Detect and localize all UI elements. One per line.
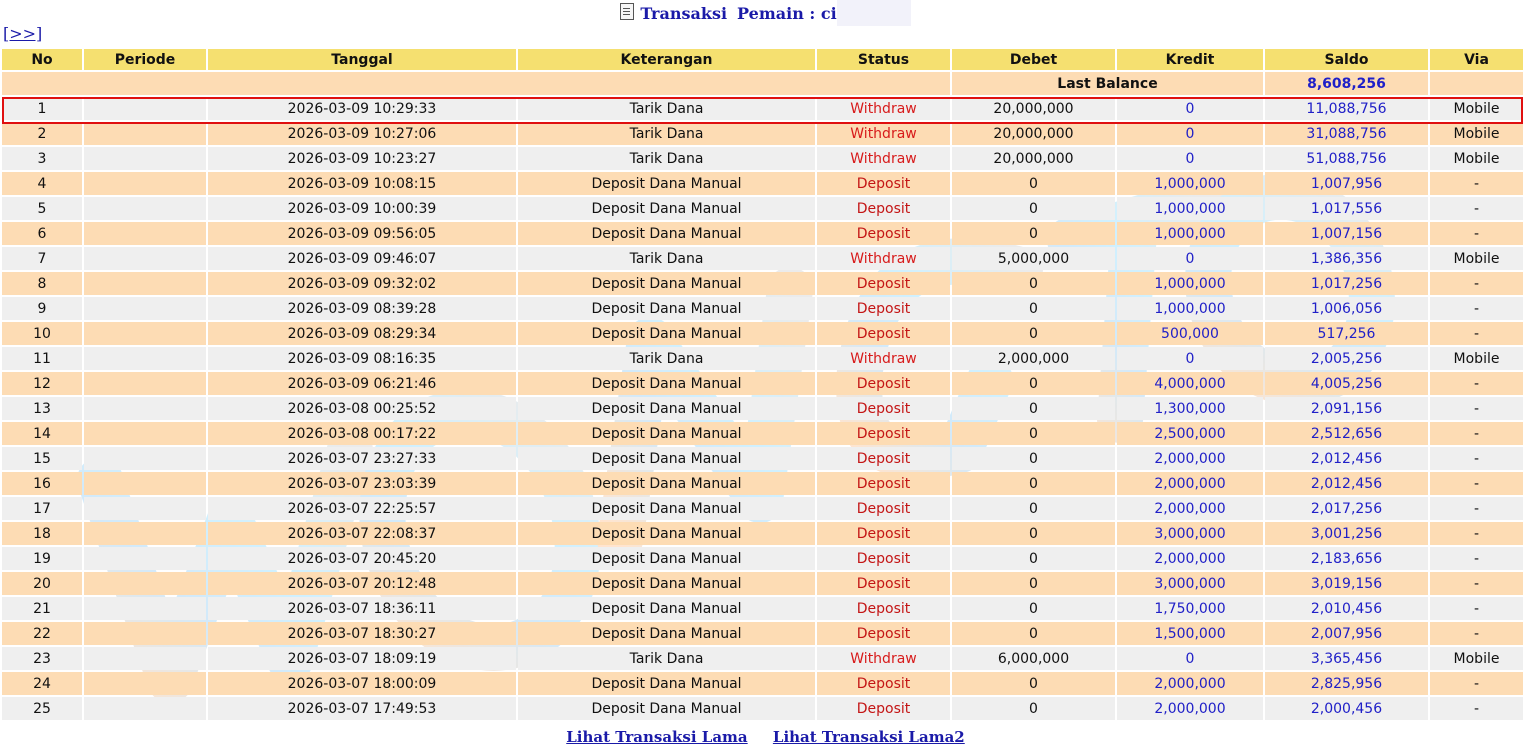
cell-status: Deposit — [817, 397, 950, 420]
cell-saldo: 1,006,056 — [1265, 297, 1428, 320]
cell-tanggal: 2026-03-07 20:45:20 — [208, 547, 516, 570]
cell-no: 5 — [2, 197, 82, 220]
last-balance-via — [1430, 72, 1523, 95]
last-balance-value: 8,608,256 — [1265, 72, 1428, 95]
cell-kredit: 1,300,000 — [1117, 397, 1263, 420]
cell-status: Withdraw — [817, 147, 950, 170]
cell-saldo: 3,365,456 — [1265, 647, 1428, 670]
cell-periode — [84, 622, 206, 645]
cell-tanggal: 2026-03-07 20:12:48 — [208, 572, 516, 595]
cell-via: - — [1430, 222, 1523, 245]
cell-status: Deposit — [817, 697, 950, 720]
cell-no: 22 — [2, 622, 82, 645]
cell-saldo: 11,088,756 — [1265, 97, 1428, 120]
cell-tanggal: 2026-03-07 22:08:37 — [208, 522, 516, 545]
cell-periode — [84, 247, 206, 270]
cell-tanggal: 2026-03-09 06:21:46 — [208, 372, 516, 395]
cell-periode — [84, 297, 206, 320]
cell-no: 4 — [2, 172, 82, 195]
cell-saldo: 1,007,956 — [1265, 172, 1428, 195]
cell-no: 18 — [2, 522, 82, 545]
view-old-transactions2-link[interactable]: Lihat Transaksi Lama2 — [772, 728, 965, 746]
cell-tanggal: 2026-03-08 00:25:52 — [208, 397, 516, 420]
cell-debet: 0 — [952, 272, 1115, 295]
cell-periode — [84, 447, 206, 470]
cell-debet: 0 — [952, 547, 1115, 570]
col-header-tanggal: Tanggal — [208, 49, 516, 70]
cell-debet: 20,000,000 — [952, 97, 1115, 120]
table-row — [2, 422, 1523, 445]
cell-saldo: 2,010,456 — [1265, 597, 1428, 620]
cell-kredit: 1,000,000 — [1117, 197, 1263, 220]
table-row — [2, 147, 1523, 170]
next-page-link[interactable]: [>>] — [3, 24, 43, 43]
cell-kredit: 500,000 — [1117, 322, 1263, 345]
cell-status: Deposit — [817, 422, 950, 445]
cell-no: 6 — [2, 222, 82, 245]
cell-saldo: 1,017,256 — [1265, 272, 1428, 295]
cell-via: - — [1430, 397, 1523, 420]
cell-debet: 0 — [952, 622, 1115, 645]
cell-kredit: 1,750,000 — [1117, 597, 1263, 620]
cell-kredit: 0 — [1117, 97, 1263, 120]
table-row — [2, 97, 1523, 120]
cell-kredit: 2,000,000 — [1117, 547, 1263, 570]
cell-keterangan: Deposit Dana Manual — [518, 197, 815, 220]
cell-status: Deposit — [817, 672, 950, 695]
table-row — [2, 122, 1523, 145]
last-balance-label: Last Balance — [952, 72, 1263, 95]
cell-saldo: 1,017,556 — [1265, 197, 1428, 220]
cell-via: - — [1430, 672, 1523, 695]
cell-tanggal: 2026-03-09 09:56:05 — [208, 222, 516, 245]
table-row — [2, 322, 1523, 345]
col-header-kredit: Kredit — [1117, 49, 1263, 70]
page-title — [0, 0, 1531, 26]
cell-debet: 0 — [952, 397, 1115, 420]
cell-debet: 0 — [952, 172, 1115, 195]
cell-keterangan: Deposit Dana Manual — [518, 297, 815, 320]
cell-status: Deposit — [817, 447, 950, 470]
cell-saldo: 4,005,256 — [1265, 372, 1428, 395]
redaction-mask — [837, 0, 911, 26]
cell-tanggal: 2026-03-07 18:00:09 — [208, 672, 516, 695]
cell-no: 21 — [2, 597, 82, 620]
cell-tanggal: 2026-03-07 17:49:53 — [208, 697, 516, 720]
cell-keterangan: Deposit Dana Manual — [518, 672, 815, 695]
cell-periode — [84, 147, 206, 170]
cell-tanggal: 2026-03-07 18:36:11 — [208, 597, 516, 620]
cell-saldo: 2,005,256 — [1265, 347, 1428, 370]
table-row — [2, 272, 1523, 295]
cell-periode — [84, 597, 206, 620]
cell-status: Withdraw — [817, 347, 950, 370]
cell-status: Withdraw — [817, 122, 950, 145]
cell-saldo: 51,088,756 — [1265, 147, 1428, 170]
cell-debet: 0 — [952, 297, 1115, 320]
cell-status: Deposit — [817, 222, 950, 245]
cell-debet: 5,000,000 — [952, 247, 1115, 270]
cell-status: Deposit — [817, 322, 950, 345]
cell-saldo: 2,825,956 — [1265, 672, 1428, 695]
col-header-via: Via — [1430, 49, 1523, 70]
cell-via: Mobile — [1430, 97, 1523, 120]
cell-debet: 0 — [952, 322, 1115, 345]
cell-kredit: 2,000,000 — [1117, 447, 1263, 470]
cell-keterangan: Deposit Dana Manual — [518, 472, 815, 495]
cell-no: 23 — [2, 647, 82, 670]
cell-tanggal: 2026-03-09 10:29:33 — [208, 97, 516, 120]
table-row — [2, 547, 1523, 570]
cell-keterangan: Tarik Dana — [518, 122, 815, 145]
cell-saldo: 517,256 — [1265, 322, 1428, 345]
cell-periode — [84, 497, 206, 520]
cell-kredit: 1,500,000 — [1117, 622, 1263, 645]
cell-no: 20 — [2, 572, 82, 595]
cell-kredit: 0 — [1117, 347, 1263, 370]
cell-debet: 2,000,000 — [952, 347, 1115, 370]
cell-periode — [84, 547, 206, 570]
cell-periode — [84, 272, 206, 295]
cell-no: 13 — [2, 397, 82, 420]
cell-status: Deposit — [817, 572, 950, 595]
cell-kredit: 0 — [1117, 247, 1263, 270]
cell-tanggal: 2026-03-09 08:29:34 — [208, 322, 516, 345]
cell-status: Deposit — [817, 597, 950, 620]
cell-no: 11 — [2, 347, 82, 370]
cell-periode — [84, 372, 206, 395]
cell-keterangan: Deposit Dana Manual — [518, 622, 815, 645]
cell-status: Deposit — [817, 522, 950, 545]
cell-debet: 0 — [952, 697, 1115, 720]
cell-kredit: 3,000,000 — [1117, 522, 1263, 545]
cell-no: 2 — [2, 122, 82, 145]
cell-debet: 0 — [952, 197, 1115, 220]
cell-tanggal: 2026-03-07 18:30:27 — [208, 622, 516, 645]
cell-status: Withdraw — [817, 647, 950, 670]
cell-status: Deposit — [817, 197, 950, 220]
cell-no: 25 — [2, 697, 82, 720]
cell-tanggal: 2026-03-07 23:03:39 — [208, 472, 516, 495]
cell-via: - — [1430, 497, 1523, 520]
cell-status: Deposit — [817, 472, 950, 495]
cell-saldo: 2,007,956 — [1265, 622, 1428, 645]
cell-keterangan: Deposit Dana Manual — [518, 372, 815, 395]
cell-tanggal: 2026-03-07 23:27:33 — [208, 447, 516, 470]
cell-kredit: 0 — [1117, 647, 1263, 670]
cell-keterangan: Tarik Dana — [518, 647, 815, 670]
table-row — [2, 172, 1523, 195]
cell-status: Deposit — [817, 497, 950, 520]
cell-via: - — [1430, 422, 1523, 445]
cell-status: Deposit — [817, 372, 950, 395]
cell-kredit: 4,000,000 — [1117, 372, 1263, 395]
cell-saldo: 2,183,656 — [1265, 547, 1428, 570]
table-row — [2, 222, 1523, 245]
col-header-saldo: Saldo — [1265, 49, 1428, 70]
cell-periode — [84, 397, 206, 420]
cell-no: 12 — [2, 372, 82, 395]
cell-keterangan: Deposit Dana Manual — [518, 697, 815, 720]
cell-via: - — [1430, 172, 1523, 195]
cell-keterangan: Deposit Dana Manual — [518, 272, 815, 295]
cell-kredit: 2,000,000 — [1117, 472, 1263, 495]
cell-periode — [84, 347, 206, 370]
cell-tanggal: 2026-03-09 10:27:06 — [208, 122, 516, 145]
view-old-transactions-link[interactable]: Lihat Transaksi Lama — [566, 728, 748, 746]
table-row — [2, 347, 1523, 370]
cell-kredit: 2,000,000 — [1117, 697, 1263, 720]
cell-keterangan: Deposit Dana Manual — [518, 597, 815, 620]
cell-no: 14 — [2, 422, 82, 445]
table-row — [2, 597, 1523, 620]
cell-periode — [84, 472, 206, 495]
table-row — [2, 372, 1523, 395]
cell-debet: 0 — [952, 497, 1115, 520]
cell-periode — [84, 647, 206, 670]
cell-debet: 0 — [952, 422, 1115, 445]
cell-keterangan: Deposit Dana Manual — [518, 322, 815, 345]
table-row — [2, 697, 1523, 720]
cell-kredit: 1,000,000 — [1117, 222, 1263, 245]
cell-no: 10 — [2, 322, 82, 345]
cell-via: - — [1430, 322, 1523, 345]
cell-periode — [84, 672, 206, 695]
col-header-keterangan: Keterangan — [518, 49, 815, 70]
cell-via: - — [1430, 597, 1523, 620]
table-row — [2, 522, 1523, 545]
cell-debet: 0 — [952, 672, 1115, 695]
cell-debet: 0 — [952, 447, 1115, 470]
cell-status: Deposit — [817, 622, 950, 645]
cell-via: Mobile — [1430, 647, 1523, 670]
cell-saldo: 3,001,256 — [1265, 522, 1428, 545]
cell-tanggal: 2026-03-09 10:08:15 — [208, 172, 516, 195]
cell-keterangan: Deposit Dana Manual — [518, 497, 815, 520]
cell-no: 16 — [2, 472, 82, 495]
cell-keterangan: Tarik Dana — [518, 97, 815, 120]
cell-via: - — [1430, 572, 1523, 595]
cell-via: Mobile — [1430, 347, 1523, 370]
table-row — [2, 622, 1523, 645]
cell-saldo: 2,091,156 — [1265, 397, 1428, 420]
col-header-periode: Periode — [84, 49, 206, 70]
table-row — [2, 472, 1523, 495]
table-row — [2, 572, 1523, 595]
cell-via: - — [1430, 447, 1523, 470]
cell-periode — [84, 522, 206, 545]
cell-tanggal: 2026-03-09 10:00:39 — [208, 197, 516, 220]
cell-periode — [84, 322, 206, 345]
cell-status: Withdraw — [817, 247, 950, 270]
cell-no: 17 — [2, 497, 82, 520]
cell-via: - — [1430, 197, 1523, 220]
cell-via: - — [1430, 297, 1523, 320]
cell-kredit: 3,000,000 — [1117, 572, 1263, 595]
cell-status: Deposit — [817, 547, 950, 570]
table-row — [2, 647, 1523, 670]
cell-via: - — [1430, 547, 1523, 570]
cell-tanggal: 2026-03-09 09:46:07 — [208, 247, 516, 270]
cell-saldo: 3,019,156 — [1265, 572, 1428, 595]
cell-no: 24 — [2, 672, 82, 695]
col-header-status: Status — [817, 49, 950, 70]
cell-keterangan: Tarik Dana — [518, 347, 815, 370]
cell-saldo: 1,007,156 — [1265, 222, 1428, 245]
cell-status: Deposit — [817, 272, 950, 295]
cell-tanggal: 2026-03-07 18:09:19 — [208, 647, 516, 670]
cell-no: 9 — [2, 297, 82, 320]
cell-via: Mobile — [1430, 122, 1523, 145]
cell-tanggal: 2026-03-09 10:23:27 — [208, 147, 516, 170]
cell-via: - — [1430, 622, 1523, 645]
cell-saldo: 2,512,656 — [1265, 422, 1428, 445]
cell-periode — [84, 97, 206, 120]
cell-periode — [84, 172, 206, 195]
cell-no: 3 — [2, 147, 82, 170]
table-header-row — [2, 49, 1523, 70]
table-row — [2, 297, 1523, 320]
col-header-no: No — [2, 49, 82, 70]
cell-periode — [84, 197, 206, 220]
cell-debet: 0 — [952, 472, 1115, 495]
last-balance-spacer — [2, 72, 950, 95]
cell-keterangan: Deposit Dana Manual — [518, 222, 815, 245]
cell-keterangan: Deposit Dana Manual — [518, 572, 815, 595]
cell-debet: 20,000,000 — [952, 147, 1115, 170]
cell-kredit: 0 — [1117, 147, 1263, 170]
cell-debet: 6,000,000 — [952, 647, 1115, 670]
cell-kredit: 2,500,000 — [1117, 422, 1263, 445]
cell-debet: 0 — [952, 597, 1115, 620]
cell-keterangan: Deposit Dana Manual — [518, 522, 815, 545]
cell-debet: 0 — [952, 522, 1115, 545]
cell-saldo: 31,088,756 — [1265, 122, 1428, 145]
transaction-table — [0, 47, 1525, 722]
last-balance-row — [2, 72, 1523, 95]
cell-kredit: 1,000,000 — [1117, 272, 1263, 295]
cell-keterangan: Deposit Dana Manual — [518, 397, 815, 420]
cell-tanggal: 2026-03-08 00:17:22 — [208, 422, 516, 445]
cell-kredit: 2,000,000 — [1117, 497, 1263, 520]
cell-via: - — [1430, 472, 1523, 495]
table-row — [2, 247, 1523, 270]
cell-debet: 0 — [952, 572, 1115, 595]
cell-keterangan: Deposit Dana Manual — [518, 447, 815, 470]
table-row — [2, 397, 1523, 420]
cell-periode — [84, 122, 206, 145]
cell-tanggal: 2026-03-09 09:32:02 — [208, 272, 516, 295]
cell-keterangan: Tarik Dana — [518, 247, 815, 270]
cell-status: Deposit — [817, 172, 950, 195]
cell-status: Deposit — [817, 297, 950, 320]
cell-keterangan: Deposit Dana Manual — [518, 547, 815, 570]
cell-no: 1 — [2, 97, 82, 120]
cell-saldo: 2,012,456 — [1265, 472, 1428, 495]
table-row — [2, 672, 1523, 695]
cell-kredit: 1,000,000 — [1117, 297, 1263, 320]
cell-tanggal: 2026-03-09 08:16:35 — [208, 347, 516, 370]
cell-via: - — [1430, 272, 1523, 295]
cell-debet: 0 — [952, 222, 1115, 245]
cell-kredit: 0 — [1117, 122, 1263, 145]
cell-no: 19 — [2, 547, 82, 570]
cell-saldo: 2,012,456 — [1265, 447, 1428, 470]
cell-status: Withdraw — [817, 97, 950, 120]
document-icon — [620, 3, 634, 20]
cell-saldo: 1,386,356 — [1265, 247, 1428, 270]
cell-via: Mobile — [1430, 147, 1523, 170]
cell-keterangan: Deposit Dana Manual — [518, 172, 815, 195]
table-row — [2, 197, 1523, 220]
cell-keterangan: Tarik Dana — [518, 147, 815, 170]
cell-via: - — [1430, 372, 1523, 395]
cell-no: 15 — [2, 447, 82, 470]
cell-debet: 0 — [952, 372, 1115, 395]
table-row — [2, 497, 1523, 520]
cell-via: - — [1430, 697, 1523, 720]
cell-via: Mobile — [1430, 247, 1523, 270]
cell-periode — [84, 222, 206, 245]
footer-links — [0, 728, 1531, 746]
table-row — [2, 447, 1523, 470]
col-header-debet: Debet — [952, 49, 1115, 70]
cell-no: 8 — [2, 272, 82, 295]
cell-tanggal: 2026-03-09 08:39:28 — [208, 297, 516, 320]
cell-keterangan: Deposit Dana Manual — [518, 422, 815, 445]
cell-debet: 20,000,000 — [952, 122, 1115, 145]
cell-no: 7 — [2, 247, 82, 270]
cell-tanggal: 2026-03-07 22:25:57 — [208, 497, 516, 520]
cell-periode — [84, 697, 206, 720]
cell-saldo: 2,000,456 — [1265, 697, 1428, 720]
player-label: Pemain : ci — [737, 4, 837, 23]
cell-saldo: 2,017,256 — [1265, 497, 1428, 520]
cell-kredit: 2,000,000 — [1117, 672, 1263, 695]
cell-kredit: 1,000,000 — [1117, 172, 1263, 195]
cell-via: - — [1430, 522, 1523, 545]
title-prefix: Transaksi — [640, 4, 728, 23]
cell-periode — [84, 572, 206, 595]
cell-periode — [84, 422, 206, 445]
